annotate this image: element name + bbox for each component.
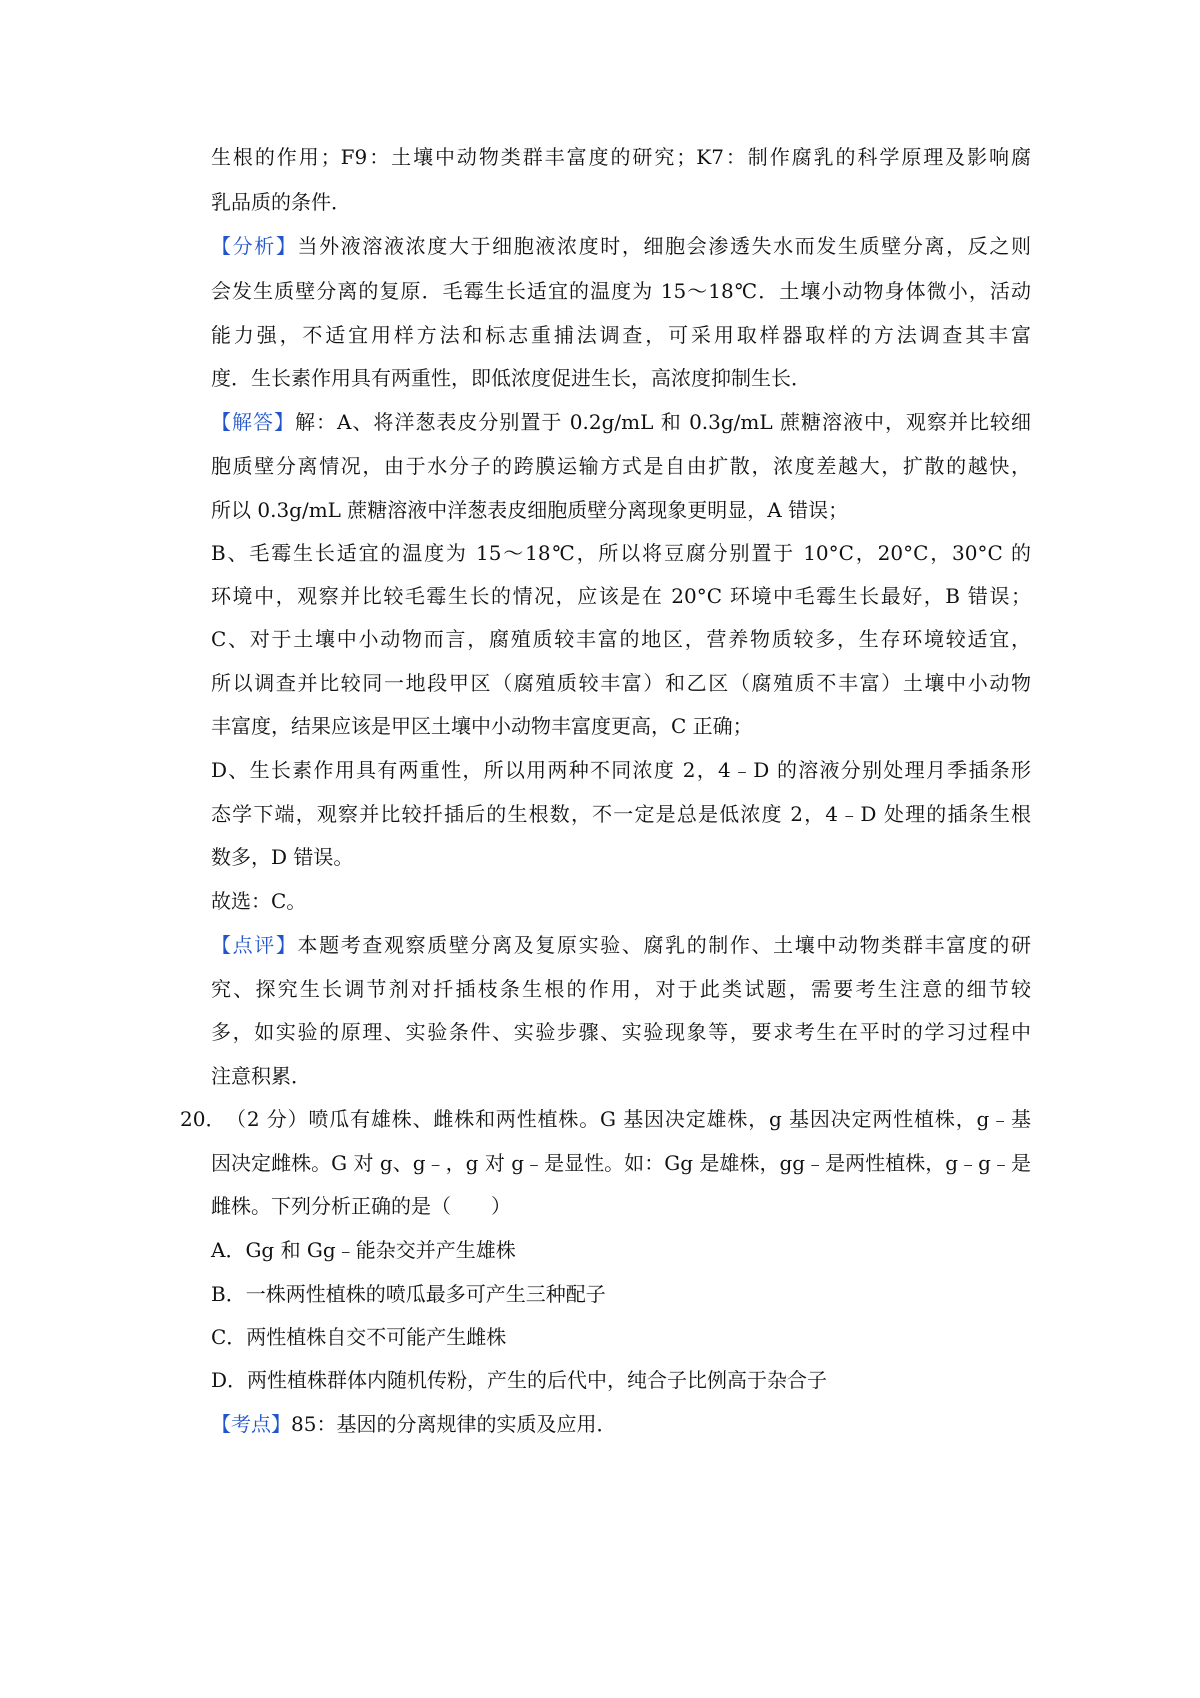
- kaodian-tag: 【考点】: [211, 1412, 291, 1436]
- text-line: 态学下端，观察并比较扦插后的生根数，不一定是总是低浓度 2，4﹣D 处理的插条生根: [211, 802, 1031, 826]
- answer-text: 解：A、将洋葱表皮分别置于 0.2g/mL 和 0.3g/mL 蔗糖溶液中，观察并比较细: [295, 410, 1032, 434]
- text-line: D、生长素作用具有两重性，所以用两种不同浓度 2，4﹣D 的溶液分别处理月季插条形: [211, 758, 1031, 782]
- text-line: 所以调查并比较同一地段甲区（腐殖质较丰富）和乙区（腐殖质不丰富）土壤中小动物: [211, 671, 1031, 695]
- text-line: 丰富度，结果应该是甲区土壤中小动物丰富度更高，C 正确；: [211, 714, 753, 738]
- text-line: C、对于土壤中小动物而言，腐殖质较丰富的地区，营养物质较多，生存环境较适宜，: [211, 627, 1031, 651]
- text-line: 度．生长素作用具有两重性，即低浓度促进生长，高浓度抑制生长．: [211, 366, 811, 390]
- comment-text: 本题考查观察质壁分离及复原实验、腐乳的制作、土壤中动物类群丰富度的研: [297, 933, 1032, 957]
- text-line: 注意积累．: [211, 1064, 311, 1088]
- text-line: 环境中，观察并比较毛霉生长的情况，应该是在 20°C 环境中毛霉生长最好，B 错误；: [211, 584, 1031, 608]
- answer-line: [211, 407, 1031, 439]
- answer-tag: 【解答】: [211, 410, 295, 434]
- kaodian-text: 85：基因的分离规律的实质及应用．: [291, 1412, 617, 1436]
- text-line: 胞质壁分离情况，由于水分子的跨膜运输方式是自由扩散，浓度差越大，扩散的越快，: [211, 454, 1031, 478]
- question-text: 因决定雌株。G 对 g、g﹣，g 对 g﹣是显性。如：Gg 是雄株，gg﹣是两性植株，g﹣g﹣是: [211, 1151, 1031, 1175]
- option-d: D．两性植株群体内随机传粉，产生的后代中，纯合子比例高于杂合子: [211, 1368, 828, 1392]
- text-line: 生根的作用；F9：土壤中动物类群丰富度的研究；K7：制作腐乳的科学原理及影响腐: [211, 145, 1031, 169]
- text-line: 多，如实验的原理、实验条件、实验步骤、实验现象等，要求考生在平时的学习过程中: [211, 1020, 1031, 1044]
- analysis-text: 当外液溶液浓度大于细胞液浓度时，细胞会渗透失水而发生质壁分离，反之则: [297, 234, 1032, 258]
- text-line: 会发生质壁分离的复原．毛霉生长适宜的温度为 15～18℃．土壤小动物身体微小，活动: [211, 279, 1031, 303]
- text-line: 乳品质的条件．: [211, 190, 351, 214]
- option-c: C．两性植株自交不可能产生雌株: [211, 1325, 507, 1349]
- text-line: 所以 0.3g/mL 蔗糖溶液中洋葱表皮细胞质壁分离现象更明显，A 错误；: [211, 498, 849, 522]
- text-line: B、毛霉生长适宜的温度为 15～18℃，所以将豆腐分别置于 10°C，20°C，30°C 的: [211, 541, 1031, 565]
- comment-tag: 【点评】: [211, 933, 298, 957]
- text-line: 能力强，不适宜用样方法和标志重捕法调查，可采用取样器取样的方法调查其丰富: [211, 323, 1031, 347]
- question-number: 20．: [180, 1107, 226, 1131]
- text-line: 故选：C。: [211, 889, 307, 913]
- text-line: 数多，D 错误。: [211, 845, 354, 869]
- option-a: A．Gg 和 Gg﹣能杂交并产生雄株: [211, 1238, 516, 1262]
- text-line: 究、探究生长调节剂对扦插枝条生根的作用，对于此类试题，需要考生注意的细节较: [211, 977, 1031, 1001]
- analysis-line: [211, 231, 1031, 263]
- comment-line: [211, 930, 1031, 962]
- question-text: 雌株。下列分析正确的是（ ）: [211, 1194, 511, 1218]
- option-b: B．一株两性植株的喷瓜最多可产生三种配子: [211, 1282, 606, 1306]
- question-text: （2 分）喷瓜有雄株、雌株和两性植株。G 基因决定雄株，g 基因决定两性植株，g﹣基: [226, 1107, 1031, 1131]
- kaodian-line: [211, 1409, 1031, 1441]
- analysis-tag: 【分析】: [211, 234, 298, 258]
